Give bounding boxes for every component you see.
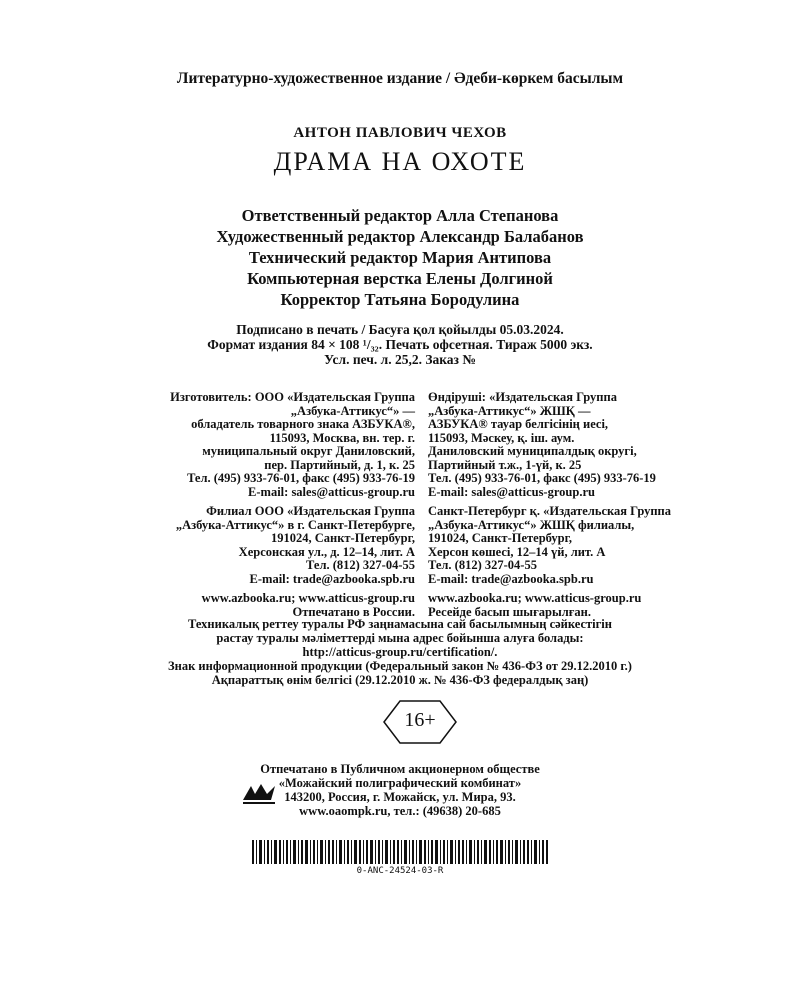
info-line: E-mail: trade@azbooka.spb.ru — [249, 571, 415, 586]
credit-line: Ответственный редактор Алла Степанова — [241, 206, 559, 225]
printer-line: www.oaompk.ru, тел.: (49638) 20-685 — [299, 804, 501, 818]
credit-line: Корректор Татьяна Бородулина — [280, 290, 520, 309]
info-line: E-mail: sales@atticus-group.ru — [428, 484, 595, 499]
author-name: АНТОН ПАВЛОВИЧ ЧЕХОВ — [293, 125, 507, 141]
info-line: муниципальный округ Даниловский, — [202, 444, 415, 458]
info-line: Филиал ООО «Издательская Группа — [206, 504, 415, 518]
printer-info — [0, 762, 800, 818]
info-line: E-mail: sales@atticus-group.ru — [248, 484, 415, 499]
info-line: 115093, Мәскеу, қ. іш. аум. — [428, 430, 575, 445]
print-line: Усл. печ. л. 25,2. Заказ № — [324, 352, 476, 367]
age-rating-label: 16+ — [404, 709, 436, 731]
barcode-icon — [252, 840, 548, 864]
printer-line: «Можайский полиграфический комбинат» — [278, 776, 522, 790]
info-line: „Азбука-Аттикус“» — — [290, 403, 415, 418]
info-line: „Азбука-Аттикус“» ЖШҚ филиалы, — [428, 517, 635, 532]
info-line: пер. Партийный, д. 1, к. 25 — [264, 457, 415, 472]
info-line: www.azbooka.ru; www.atticus-group.ru — [428, 591, 642, 605]
cert-line: Знак информационной продукции (Федеральный закон № 436-ФЗ от 29.12.2010 г.) — [168, 659, 632, 673]
info-line: Тел. (495) 933-76-01, факс (495) 933-76-19 — [187, 471, 415, 485]
certification-info — [0, 617, 800, 687]
credits-block — [0, 205, 800, 310]
info-line: www.azbooka.ru; www.atticus-group.ru — [201, 591, 415, 605]
info-line: Тел. (812) 327-04-55 — [428, 558, 537, 572]
print-info — [0, 322, 800, 367]
info-line: Тел. (495) 933-76-01, факс (495) 933-76-19 — [428, 471, 656, 485]
print-line: Подписано в печать / Басуға қол қойылды 05.03.2024. — [236, 322, 564, 337]
info-line: 191024, Санкт-Петербург, — [270, 531, 415, 545]
info-line: АЗБУКА® тауар белгісінің иесі, — [428, 417, 609, 431]
cert-line: Техникалық реттеу туралы РФ заңнамасына сай басылымның сәйкестігін — [188, 617, 612, 631]
info-line: Отпечатано в России. — [292, 604, 415, 619]
credit-line: Технический редактор Мария Антипова — [248, 248, 552, 267]
info-line: Партийный т.ж., 1-үй, к. 25 — [428, 457, 582, 472]
info-line: Тел. (812) 327-04-55 — [306, 558, 415, 572]
info-line: 191024, Санкт-Петербург, — [428, 531, 573, 545]
age-rating-badge — [382, 699, 458, 745]
printer-line: Отпечатано в Публичном акционерном обществе — [260, 762, 540, 776]
info-line: Херсонская ул., д. 12–14, лит. А — [238, 544, 415, 559]
info-line: Өндіруші: «Издательская Группа — [428, 390, 617, 404]
credit-line: Художественный редактор Александр Балабанов — [216, 227, 584, 246]
cert-url: http://atticus-group.ru/certification/. — [302, 645, 498, 659]
info-line: обладатель товарного знака АЗБУКА®, — [191, 417, 415, 431]
cert-line: растау туралы мәліметтерді мына адрес бойынша алуға болады: — [216, 631, 584, 645]
print-line: Формат издания 84 × 108 ¹/₃₂. Печать офсетная. Тираж 5000 экз. — [207, 337, 593, 352]
publisher-info-russian — [125, 391, 415, 619]
info-line: E-mail: trade@azbooka.spb.ru — [428, 571, 594, 586]
credit-line: Компьютерная верстка Елены Долгиной — [247, 269, 553, 288]
info-line: Санкт-Петербург қ. «Издательская Группа — [428, 504, 672, 518]
info-line: Ресейде басып шығарылған. — [428, 604, 591, 619]
info-line: 115093, Москва, вн. тер. г. — [269, 430, 415, 445]
barcode-label: 0-ANC-24524-03-R — [356, 866, 444, 876]
info-line: „Азбука-Аттикус“» ЖШҚ — — [428, 403, 591, 418]
printer-logo-icon — [241, 780, 277, 806]
book-title: ДРАМА НА ОХОТЕ — [273, 147, 527, 176]
info-line: Херсон көшесі, 12–14 үй, лит. А — [428, 544, 606, 559]
printer-line: 143200, Россия, г. Можайск, ул. Мира, 93. — [284, 790, 516, 804]
info-line: Даниловский муниципалдық округі, — [428, 444, 637, 458]
info-line: Изготовитель: ООО «Издательская Группа — [170, 390, 415, 404]
cert-line: Ақпараттық өнім белгісі (29.12.2010 ж. № 436-ФЗ федералдық заң) — [211, 673, 589, 687]
publisher-info-kazakh — [428, 391, 718, 619]
info-line: „Азбука-Аттикус“» в г. Санкт-Петербурге, — [175, 517, 415, 532]
edition-type: Литературно-художественное издание / Әдеби-көркем басылым — [176, 70, 624, 87]
